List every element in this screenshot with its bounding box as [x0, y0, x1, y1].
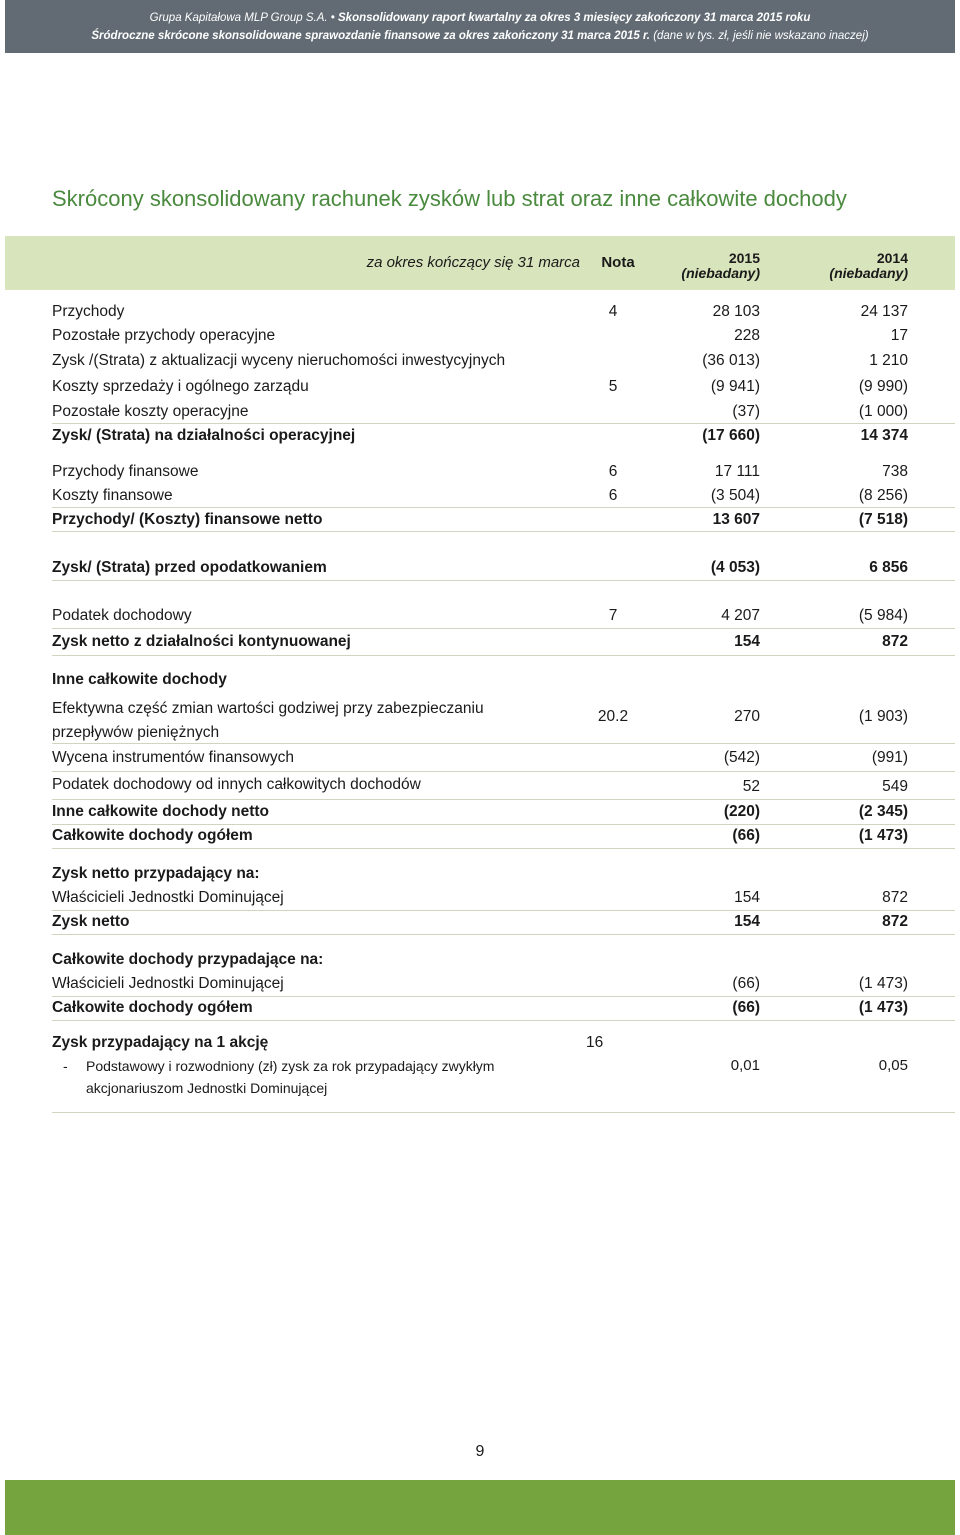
value-2015: 28 103 — [712, 303, 760, 320]
row-label: Pozostałe koszty operacyjne — [52, 403, 249, 420]
row-label: Całkowite dochody ogółem — [52, 999, 253, 1016]
value-2015: 154 — [734, 889, 760, 906]
value-2014: 738 — [882, 463, 908, 480]
row-label: Wycena instrumentów finansowych — [52, 749, 294, 766]
value-2014: 1 210 — [869, 352, 908, 369]
value-2014: (8 256) — [858, 487, 908, 504]
value-2015: (3 504) — [710, 487, 760, 504]
value-2015: (9 941) — [710, 378, 760, 395]
row-label: Zysk netto przypadający na: — [52, 865, 260, 882]
value-2015: 154 — [734, 633, 760, 650]
value-2014: 17 — [890, 327, 908, 344]
value-2014: (1 000) — [858, 403, 908, 420]
row-label: Koszty finansowe — [52, 487, 173, 504]
row-label-line-2: przepływów pieniężnych — [52, 724, 220, 741]
row-nota: 7 — [608, 607, 618, 624]
row-divider — [52, 934, 955, 935]
row-divider — [52, 507, 955, 508]
value-2015: 17 111 — [714, 463, 760, 480]
value-2014: (1 903) — [858, 708, 908, 725]
value-2014: (1 473) — [858, 975, 908, 992]
document-header — [5, 0, 955, 53]
header-line-2 — [5, 30, 955, 42]
value-2014: (5 984) — [858, 607, 908, 624]
row-divider — [52, 996, 955, 997]
row-label — [86, 1055, 494, 1099]
row-divider — [52, 531, 955, 532]
year-2015: 2015 — [728, 250, 760, 266]
row-label: Zysk/ (Strata) na działalności operacyjnej — [52, 427, 356, 444]
row-divider — [52, 580, 955, 581]
row-label-line-2: akcjonariuszom Jednostki Dominującej — [86, 1080, 328, 1096]
value-2014: 0,05 — [878, 1057, 908, 1074]
row-divider — [52, 799, 955, 800]
page-title: Skrócony skonsolidowany rachunek zysków lub strat oraz inne całkowite dochody — [52, 186, 847, 211]
row-label: Całkowite dochody ogółem — [52, 827, 253, 844]
row-divider — [52, 1020, 955, 1021]
row-label: Właścicieli Jednostki Dominującej — [52, 975, 284, 992]
year-2014-header — [829, 251, 908, 281]
value-2015: 13 607 — [712, 511, 760, 528]
row-divider — [52, 910, 955, 911]
row-label: Pozostałe przychody operacyjne — [52, 327, 276, 344]
row-label: Zysk/ (Strata) przed opodatkowaniem — [52, 559, 327, 576]
value-2015: 0,01 — [730, 1057, 760, 1074]
row-label: Koszty sprzedaży i ogólnego zarządu — [52, 378, 309, 395]
value-2015: 228 — [734, 327, 760, 344]
row-label: Przychody finansowe — [52, 463, 199, 480]
units-note: (dane w tys. zł, jeśli nie wskazano inaczej) — [653, 30, 869, 42]
row-label: Podatek dochodowy od innych całkowitych dochodów — [52, 776, 421, 793]
row-nota: 4 — [608, 303, 618, 320]
value-2014: (1 473) — [858, 827, 908, 844]
value-2014: (2 345) — [858, 803, 908, 820]
value-2015: (66) — [732, 999, 760, 1016]
year-2014: 2014 — [876, 250, 908, 266]
value-2015: (4 053) — [710, 559, 760, 576]
footer-bar — [5, 1480, 955, 1535]
year-2015-note: (niebadany) — [681, 265, 760, 281]
row-label: Zysk /(Strata) z aktualizacji wyceny nieruchomości inwestycyjnych — [52, 352, 506, 369]
row-divider — [52, 655, 955, 656]
value-2015: (17 660) — [702, 427, 760, 444]
value-2014: 872 — [882, 633, 908, 650]
report-name: Skonsolidowany raport kwartalny za okres 3 miesięcy zakończony 31 marca 2015 roku — [338, 12, 811, 24]
value-2015: 270 — [734, 708, 760, 725]
period-label: za okres kończący się 31 marca — [366, 254, 580, 271]
value-2014: 872 — [882, 913, 908, 930]
row-label: Podatek dochodowy — [52, 607, 192, 624]
row-divider — [52, 848, 955, 849]
row-divider — [52, 423, 955, 424]
row-label: Całkowite dochody przypadające na: — [52, 951, 324, 968]
table-header — [5, 236, 955, 290]
row-label: Zysk netto z działalności kontynuowanej — [52, 633, 351, 650]
value-2015: 154 — [734, 913, 760, 930]
value-2014: 549 — [882, 778, 908, 795]
row-label-line-1: Efektywna część zmian wartości godziwej przy zabezpieczaniu — [52, 700, 484, 717]
page-number: 9 — [475, 1443, 485, 1460]
value-2014: 872 — [882, 889, 908, 906]
value-2015: (66) — [732, 975, 760, 992]
value-2015: (66) — [732, 827, 760, 844]
row-divider — [52, 771, 955, 772]
row-label: Inne całkowite dochody — [52, 671, 227, 688]
value-2014: (1 473) — [858, 999, 908, 1016]
value-2014: 24 137 — [860, 303, 908, 320]
value-2014: 14 374 — [860, 427, 908, 444]
row-nota: 20.2 — [597, 708, 629, 725]
value-2015: (542) — [723, 749, 760, 766]
value-2015: (220) — [723, 803, 760, 820]
row-nota: 16 — [586, 1034, 604, 1051]
value-2015: 52 — [742, 778, 760, 795]
value-2014: (991) — [871, 749, 908, 766]
row-label-line-1: Podstawowy i rozwodniony (zł) zysk za rok przypadający zwykłym — [86, 1058, 495, 1074]
row-label: Właścicieli Jednostki Dominującej — [52, 889, 284, 906]
row-divider — [52, 1112, 955, 1113]
value-2015: 4 207 — [721, 607, 760, 624]
value-2015: (37) — [732, 403, 760, 420]
row-label — [52, 697, 484, 745]
nota-header: Nota — [601, 254, 635, 271]
row-nota: 6 — [608, 463, 618, 480]
row-label: Zysk netto — [52, 913, 130, 930]
header-bullet: • — [330, 12, 335, 24]
statement-name: Śródroczne skrócone skonsolidowane sprawozdanie finansowe za okres zakończony 31 marca 2015 r. — [91, 30, 650, 42]
row-label: Przychody — [52, 303, 125, 320]
value-2014: 6 856 — [869, 559, 908, 576]
row-label: Zysk przypadający na 1 akcję — [52, 1034, 269, 1051]
header-line-1 — [5, 12, 955, 24]
row-divider — [52, 628, 955, 629]
row-nota: 5 — [608, 378, 618, 395]
row-divider — [52, 743, 955, 744]
company-name: Grupa Kapitałowa MLP Group S.A. — [149, 12, 328, 24]
row-divider — [52, 824, 955, 825]
value-2015: (36 013) — [702, 352, 760, 369]
row-label: Przychody/ (Koszty) finansowe netto — [52, 511, 323, 528]
row-label: Inne całkowite dochody netto — [52, 803, 270, 820]
year-2014-note: (niebadany) — [829, 265, 908, 281]
row-nota: 6 — [608, 487, 618, 504]
row-bullet: - — [63, 1058, 68, 1074]
value-2014: (9 990) — [858, 378, 908, 395]
year-2015-header — [681, 251, 760, 281]
value-2014: (7 518) — [858, 511, 908, 528]
